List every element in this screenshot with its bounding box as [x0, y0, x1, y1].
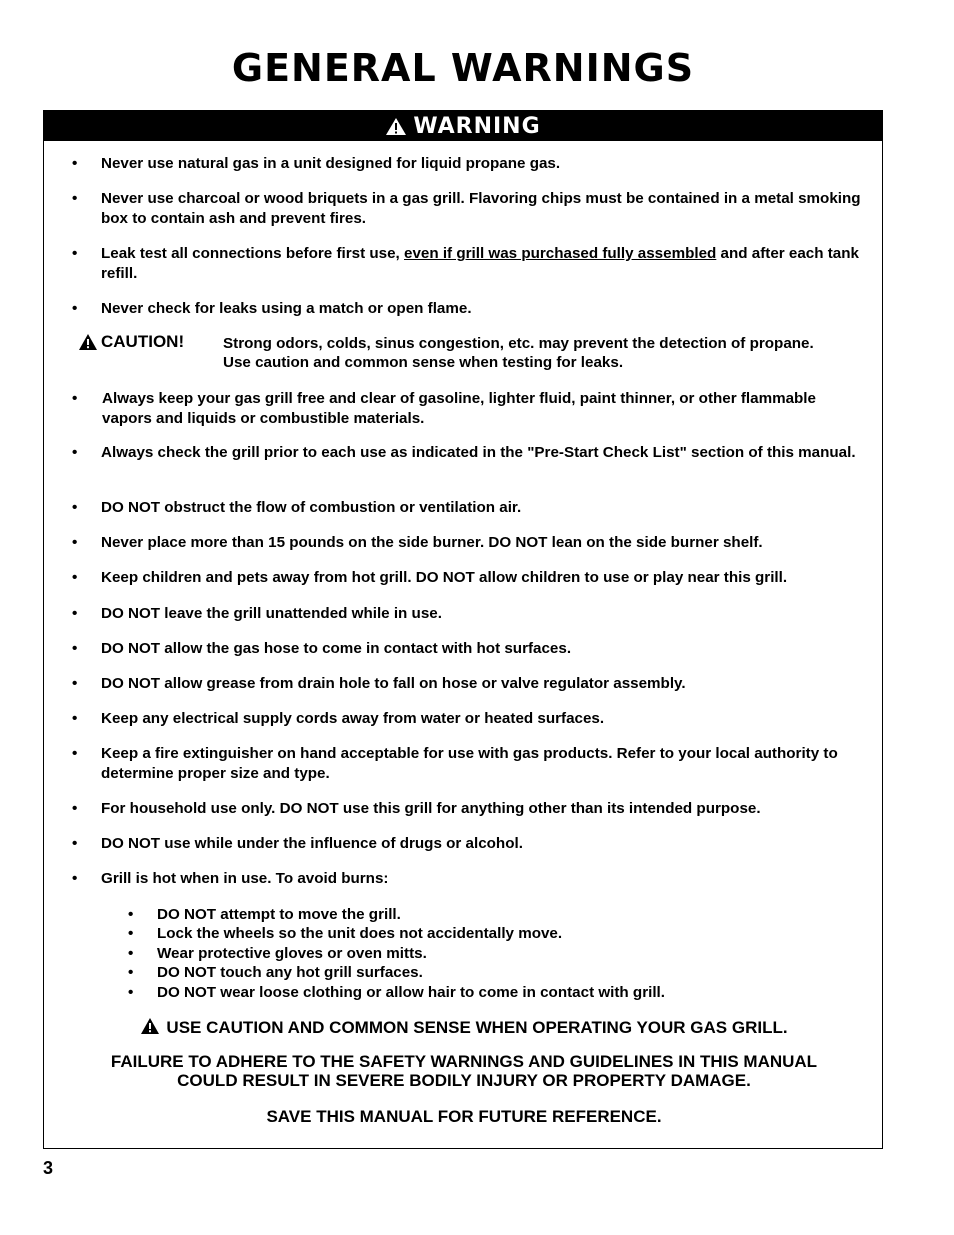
page-number: 3 [43, 1158, 54, 1178]
list-item-text: DO NOT leave the grill unattended while in use. [101, 605, 442, 622]
list-item-text [101, 244, 861, 284]
bullet: • [72, 300, 78, 317]
leak-test-text-end: and after each tank refill. [101, 245, 859, 282]
bullet: • [72, 534, 78, 551]
bullet: • [72, 605, 78, 622]
sub-list-item-text: DO NOT wear loose clothing or allow hair to come in contact with grill. [157, 984, 665, 1001]
warning-box [43, 110, 883, 1149]
page-title: GENERAL WARNINGS [231, 46, 695, 90]
bullet: • [72, 190, 78, 207]
list-item-text: DO NOT obstruct the flow of combustion or ventilation air. [101, 499, 522, 516]
failure-line-1: FAILURE TO ADHERE TO THE SAFETY WARNINGS AND GUIDELINES IN THIS MANUAL [110, 1052, 818, 1071]
caution-triangle-icon [140, 1017, 160, 1035]
sub-list-item-text: Lock the wheels so the unit does not accidentally move. [157, 925, 563, 942]
bullet: • [72, 569, 78, 586]
bullet: • [72, 640, 78, 657]
bullet: • [72, 710, 78, 727]
list-item-text: Never place more than 15 pounds on the side burner. DO NOT lean on the side burner shelf. [101, 534, 763, 551]
caution-label [78, 332, 184, 352]
list-item-text: Never use charcoal or wood briquets in a gas grill. Flavoring chips must be contained in a metal smoking box to contain ash and prevent fires. [101, 190, 861, 227]
save-manual-line: SAVE THIS MANUAL FOR FUTURE REFERENCE. [266, 1107, 662, 1126]
bullet: • [72, 444, 78, 461]
bullet: • [128, 984, 134, 1001]
bullet: • [72, 675, 78, 692]
leak-test-text: Leak test all connections before first use, [101, 245, 404, 262]
list-item-text: Always check the grill prior to each use as indicated in the "Pre-Start Check List" section of this manual. [101, 444, 856, 461]
list-item-text: For household use only. DO NOT use this grill for anything other than its intended purpose. [101, 800, 761, 817]
bullet: • [72, 245, 78, 262]
sub-list-item-text: DO NOT attempt to move the grill. [157, 906, 401, 923]
list-item-text: DO NOT use while under the influence of drugs or alcohol. [101, 835, 523, 852]
leak-test-emphasis: even if grill was purchased fully assembled [404, 245, 717, 262]
list-item-text: Keep any electrical supply cords away from water or heated surfaces. [101, 710, 605, 727]
warning-triangle-icon [385, 117, 407, 136]
list-item-text: Grill is hot when in use. To avoid burns: [101, 870, 389, 887]
bullet: • [72, 155, 78, 172]
sub-list-item-text: DO NOT touch any hot grill surfaces. [157, 964, 423, 981]
warning-banner-label: WARNING [413, 113, 541, 139]
list-item-text: Never check for leaks using a match or open flame. [101, 300, 472, 317]
bullet: • [72, 800, 78, 817]
bullet: • [72, 835, 78, 852]
bullet: • [128, 945, 134, 962]
warning-banner [44, 111, 882, 141]
bullet: • [72, 390, 78, 407]
caution-footer-line [44, 1017, 884, 1038]
list-item-text: Always keep your gas grill free and clear of gasoline, lighter fluid, paint thinner, or other flammable vapors and liquids or combustible materials. [102, 390, 816, 427]
bullet: • [72, 870, 78, 887]
list-item-text: Keep children and pets away from hot grill. DO NOT allow children to use or play near this grill. [101, 569, 788, 586]
bullet: • [128, 906, 134, 923]
caution-label-text: CAUTION! [101, 332, 185, 351]
list-item-text: DO NOT allow the gas hose to come in contact with hot surfaces. [101, 640, 572, 657]
list-item-text: DO NOT allow grease from drain hole to fall on hose or valve regulator assembly. [101, 675, 686, 692]
bullet: • [72, 745, 78, 762]
bullet: • [128, 925, 134, 942]
caution-triangle-icon [78, 333, 98, 351]
bullet: • [128, 964, 134, 981]
bullet: • [72, 499, 78, 516]
caution-text: Strong odors, colds, sinus congestion, etc. may prevent the detection of propane. Use caution and common sense when testing for leaks. [223, 335, 814, 371]
list-item-text: Never use natural gas in a unit designed for liquid propane gas. [101, 155, 561, 172]
failure-line-2: COULD RESULT IN SEVERE BODILY INJURY OR PROPERTY DAMAGE. [177, 1071, 751, 1090]
caution-footer-text: USE CAUTION AND COMMON SENSE WHEN OPERATING YOUR GAS GRILL. [166, 1018, 788, 1037]
sub-list-item-text: Wear protective gloves or oven mitts. [157, 945, 427, 962]
list-item-text: Keep a fire extinguisher on hand acceptable for use with gas products. Refer to your local authority to determine proper size and type. [101, 745, 838, 782]
